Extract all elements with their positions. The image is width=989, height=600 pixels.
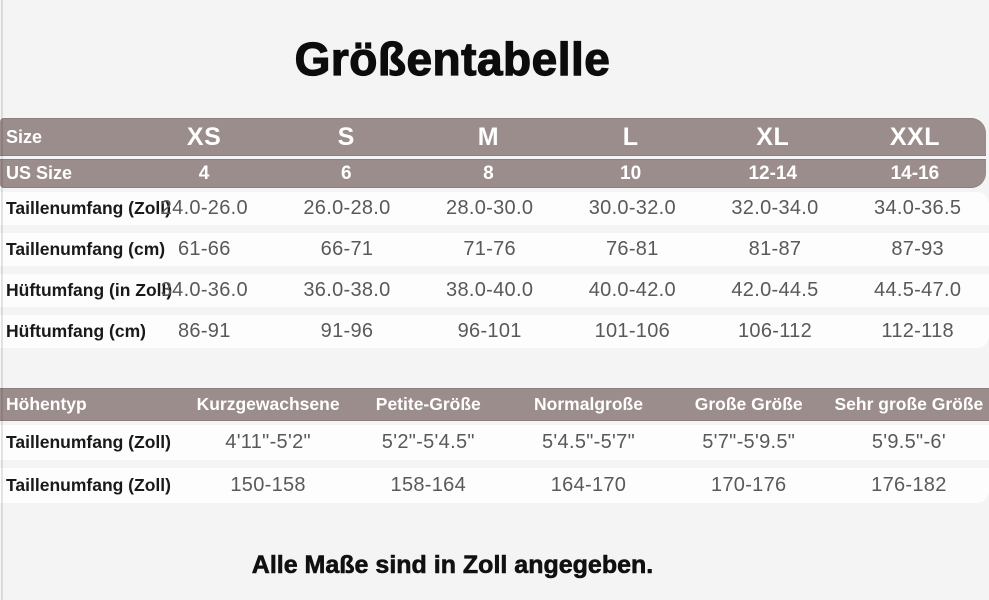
us-size-header-row [0, 159, 986, 188]
table-row-height-feet [0, 425, 989, 460]
height-table-header-row [0, 388, 989, 421]
size-header-xl: XL [756, 122, 790, 151]
cell-value: 71-76 [463, 238, 516, 260]
height-header-regular: Normalgroße [534, 394, 643, 414]
height-header-tall: Große Größe [694, 394, 803, 414]
table-row-hip-zoll [0, 274, 989, 307]
page-left-edge-line [1, 0, 3, 600]
cell-value: 38.0-40.0 [446, 279, 534, 301]
cell-value: 40.0-42.0 [588, 279, 676, 301]
cell-value: 32.0-34.0 [731, 197, 819, 219]
cell-value: 5'9.5"-6' [871, 431, 946, 453]
table-row-waist-cm [0, 233, 989, 266]
height-header-petite-short: Kurzgewachsene [196, 394, 340, 414]
cell-value: 106-112 [737, 320, 812, 342]
table-row-waist-zoll [0, 192, 989, 225]
us-size-10: 10 [620, 162, 642, 184]
page-title: Größentabelle [294, 33, 611, 85]
height-header-petite: Petite-Größe [375, 394, 481, 414]
cell-value: 158-164 [390, 474, 467, 496]
cell-value: 34.0-36.0 [160, 279, 248, 301]
size-header-l: L [622, 122, 639, 151]
cell-value: 24.0-26.0 [160, 197, 248, 219]
footer-note: Alle Maße sind in Zoll angegeben. [251, 551, 654, 579]
cell-value: 176-182 [871, 474, 947, 496]
footer-bar [0, 551, 989, 580]
row-label: Hüftumfang (cm) [6, 321, 146, 341]
size-table-header-row [0, 118, 986, 156]
cell-value: 87-93 [891, 238, 944, 260]
cell-value: 5'2"-5'4.5" [381, 431, 475, 453]
cell-value: 66-71 [320, 238, 374, 260]
title-bar [0, 0, 989, 92]
us-size-8: 8 [483, 162, 494, 184]
cell-value: 91-96 [320, 320, 374, 342]
row-label: Taillenumfang (Zoll) [6, 475, 171, 495]
row-label: Taillenumfang (Zoll) [6, 198, 171, 218]
cell-value: 150-158 [230, 474, 306, 496]
cell-value: 34.0-36.5 [874, 197, 962, 219]
size-header-xxl: XXL [889, 122, 940, 151]
table-row-hip-cm [0, 315, 989, 348]
row-label: Hüftumfang (in Zoll) [6, 280, 173, 300]
row-label: Taillenumfang (cm) [6, 239, 166, 259]
us-size-14-16: 14-16 [890, 162, 940, 184]
size-header-s: S [337, 122, 355, 151]
cell-value: 76-81 [606, 238, 659, 260]
height-header-extra-tall: Sehr große Größe [834, 394, 984, 414]
us-size-4: 4 [198, 162, 210, 184]
cell-value: 170-176 [710, 474, 787, 496]
cell-value: 28.0-30.0 [446, 197, 534, 219]
cell-value: 61-66 [178, 238, 231, 260]
cell-value: 26.0-28.0 [303, 197, 391, 219]
height-header-label: Höhentyp [6, 394, 87, 414]
cell-value: 101-106 [594, 320, 671, 342]
table-row-height-cm [0, 468, 989, 503]
cell-value: 96-101 [457, 320, 522, 342]
us-size-6: 6 [340, 162, 352, 184]
cell-value: 112-118 [881, 320, 954, 342]
height-table [0, 388, 989, 503]
us-size-12-14: 12-14 [748, 162, 798, 184]
cell-value: 42.0-44.5 [731, 279, 819, 301]
cell-value: 86-91 [178, 320, 231, 342]
cell-value: 30.0-32.0 [588, 197, 676, 219]
cell-value: 4'11"-5'2" [225, 431, 311, 453]
cell-value: 5'7"-5'9.5" [702, 431, 796, 453]
us-size-header-label: US Size [6, 163, 73, 183]
row-label: Taillenumfang (Zoll) [6, 432, 171, 452]
size-header-label: Size [6, 126, 43, 147]
size-table [0, 118, 989, 348]
height-table-body [0, 425, 989, 503]
cell-value: 44.5-47.0 [874, 279, 962, 301]
cell-value: 81-87 [748, 238, 802, 260]
cell-value: 36.0-38.0 [303, 279, 391, 301]
size-table-body [0, 192, 989, 348]
size-header-xs: XS [186, 122, 222, 151]
size-header-m: M [477, 122, 500, 151]
cell-value: 164-170 [550, 474, 627, 496]
cell-value: 5'4.5"-5'7" [542, 431, 635, 453]
